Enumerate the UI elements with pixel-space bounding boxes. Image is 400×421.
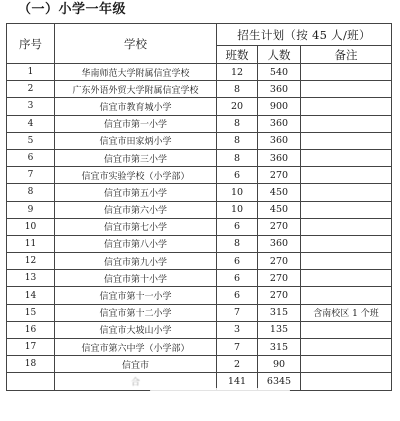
table-body [7, 64, 392, 391]
row-students: 450 [258, 184, 301, 201]
row-seq: 18 [7, 356, 55, 373]
table-row [7, 167, 392, 184]
row-classes: 8 [217, 115, 258, 132]
header-school: 学校 [55, 24, 217, 64]
row-classes: 8 [217, 132, 258, 149]
row-school: 信宜市大坡山小学 [55, 321, 217, 338]
row-classes: 6 [217, 287, 258, 304]
header-seq: 序号 [7, 24, 55, 64]
row-classes: 7 [217, 339, 258, 356]
row-students: 315 [258, 304, 301, 321]
row-school: 信宜市实验学校（小学部） [55, 167, 217, 184]
table-row [7, 218, 392, 235]
row-students: 360 [258, 132, 301, 149]
row-students: 270 [258, 270, 301, 287]
row-students: 135 [258, 321, 301, 338]
header-classes: 班数 [217, 46, 258, 64]
row-school: 信宜市第一小学 [55, 115, 217, 132]
table-row [7, 270, 392, 287]
row-school: 信宜市第八小学 [55, 235, 217, 252]
row-school: 信宜市田家炳小学 [55, 132, 217, 149]
table-row [7, 98, 392, 115]
row-seq: 13 [7, 270, 55, 287]
row-remarks [301, 64, 392, 81]
row-classes: 20 [217, 98, 258, 115]
row-seq: 14 [7, 287, 55, 304]
row-classes: 3 [217, 321, 258, 338]
row-seq: 15 [7, 304, 55, 321]
row-classes: 8 [217, 81, 258, 98]
table-row [7, 321, 392, 338]
row-remarks [301, 253, 392, 270]
total-seq-cell [7, 373, 55, 390]
row-remarks [301, 184, 392, 201]
table-row [7, 149, 392, 166]
row-seq: 4 [7, 115, 55, 132]
row-seq: 3 [7, 98, 55, 115]
row-school: 信宜市教育城小学 [55, 98, 217, 115]
row-remarks [301, 339, 392, 356]
row-seq: 8 [7, 184, 55, 201]
row-remarks [301, 287, 392, 304]
row-students: 270 [258, 253, 301, 270]
row-school: 信宜市第十小学 [55, 270, 217, 287]
row-remarks [301, 149, 392, 166]
row-classes: 8 [217, 235, 258, 252]
header-plan: 招生计划（按 45 人/班） [217, 24, 392, 46]
row-classes: 8 [217, 149, 258, 166]
table-row [7, 287, 392, 304]
row-seq: 6 [7, 149, 55, 166]
total-label: 合 [55, 373, 217, 390]
row-classes: 6 [217, 167, 258, 184]
row-remarks [301, 235, 392, 252]
header-remarks: 备注 [301, 46, 392, 64]
section-heading: （一）小学一年级 [18, 2, 127, 17]
row-seq: 16 [7, 321, 55, 338]
row-school: 信宜市 [55, 356, 217, 373]
row-seq: 5 [7, 132, 55, 149]
row-remarks: 含南校区 1 个班 [301, 304, 392, 321]
row-seq: 1 [7, 64, 55, 81]
row-classes: 2 [217, 356, 258, 373]
row-remarks [301, 167, 392, 184]
table-row [7, 339, 392, 356]
row-students: 450 [258, 201, 301, 218]
row-school: 华南师范大学附属信宜学校 [55, 64, 217, 81]
row-students: 90 [258, 356, 301, 373]
watermark-overlay [150, 388, 290, 410]
total-remarks-cell [301, 373, 392, 390]
row-classes: 12 [217, 64, 258, 81]
row-school: 信宜市第十二小学 [55, 304, 217, 321]
table-row [7, 184, 392, 201]
row-students: 270 [258, 287, 301, 304]
row-seq: 9 [7, 201, 55, 218]
row-remarks [301, 356, 392, 373]
row-seq: 12 [7, 253, 55, 270]
row-remarks [301, 218, 392, 235]
total-classes: 141 [217, 373, 258, 390]
row-classes: 6 [217, 270, 258, 287]
row-seq: 11 [7, 235, 55, 252]
row-classes: 10 [217, 201, 258, 218]
row-school: 信宜市第五小学 [55, 184, 217, 201]
row-students: 360 [258, 81, 301, 98]
row-students: 315 [258, 339, 301, 356]
row-seq: 2 [7, 81, 55, 98]
row-students: 360 [258, 115, 301, 132]
total-students: 6345 [258, 373, 301, 390]
row-remarks [301, 201, 392, 218]
table-row [7, 81, 392, 98]
table-row [7, 201, 392, 218]
table-row [7, 115, 392, 132]
row-remarks [301, 81, 392, 98]
row-students: 360 [258, 235, 301, 252]
table-row [7, 64, 392, 81]
row-remarks [301, 321, 392, 338]
row-seq: 17 [7, 339, 55, 356]
row-students: 900 [258, 98, 301, 115]
row-classes: 6 [217, 218, 258, 235]
row-students: 540 [258, 64, 301, 81]
header-students: 人数 [258, 46, 301, 64]
row-classes: 7 [217, 304, 258, 321]
row-school: 信宜市第三小学 [55, 149, 217, 166]
row-school: 信宜市第十一小学 [55, 287, 217, 304]
row-school: 信宜市第六小学 [55, 201, 217, 218]
enrollment-table [6, 23, 392, 391]
table-row [7, 253, 392, 270]
row-school: 信宜市第六中学（小学部） [55, 339, 217, 356]
row-school: 信宜市第七小学 [55, 218, 217, 235]
row-students: 360 [258, 149, 301, 166]
row-remarks [301, 132, 392, 149]
row-classes: 6 [217, 253, 258, 270]
table-row [7, 132, 392, 149]
row-school: 信宜市第九小学 [55, 253, 217, 270]
table-row [7, 304, 392, 321]
row-students: 270 [258, 218, 301, 235]
table-row [7, 356, 392, 373]
row-seq: 7 [7, 167, 55, 184]
row-school: 广东外语外贸大学附属信宜学校 [55, 81, 217, 98]
row-seq: 10 [7, 218, 55, 235]
table-row [7, 235, 392, 252]
row-classes: 10 [217, 184, 258, 201]
row-remarks [301, 98, 392, 115]
row-remarks [301, 115, 392, 132]
row-students: 270 [258, 167, 301, 184]
row-remarks [301, 270, 392, 287]
